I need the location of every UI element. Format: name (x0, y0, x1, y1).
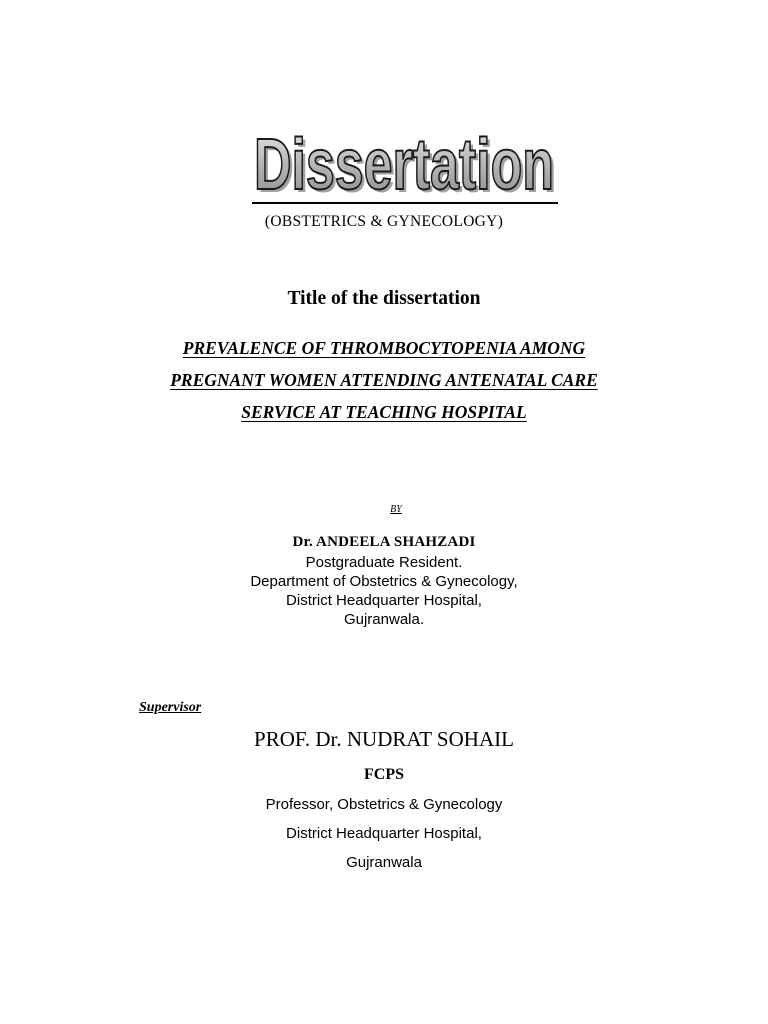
author-city: Gujranwala. (343, 611, 425, 628)
subject-heading: (OBSTETRICS & GYNECOLOGY) (264, 213, 504, 230)
dissertation-wordart-title (249, 128, 561, 198)
author-hospital: District Headquarter Hospital, (286, 592, 482, 609)
dissertation-title-label: Title of the dissertation (287, 288, 481, 309)
supervisor-city: Gujranwala (346, 854, 422, 871)
by-label: BY (390, 504, 402, 515)
wordart-shadow: Dissertation (257, 128, 557, 198)
supervisor-degree: FCPS (364, 766, 404, 783)
supervisor-name: PROF. Dr. NUDRAT SOHAIL (254, 727, 514, 751)
thesis-title-line-2: PREGNANT WOMEN ATTENDING ANTENATAL CARE (170, 370, 598, 390)
supervisor-hospital: District Headquarter Hospital, (286, 825, 482, 842)
supervisor-position: Professor, Obstetrics & Gynecology (265, 796, 503, 813)
author-department: Department of Obstetrics & Gynecology, (250, 573, 518, 590)
author-name: Dr. ANDEELA SHAHZADI (292, 534, 476, 550)
thesis-title-line-1: PREVALENCE OF THROMBOCYTOPENIA AMONG (182, 338, 586, 358)
thesis-title-line-3: SERVICE AT TEACHING HOSPITAL (241, 402, 527, 422)
supervisor-label: Supervisor (139, 700, 202, 715)
author-position: Postgraduate Resident. (305, 554, 463, 571)
wordart-text: Dissertation (254, 128, 554, 198)
title-underline-rule (252, 202, 558, 204)
